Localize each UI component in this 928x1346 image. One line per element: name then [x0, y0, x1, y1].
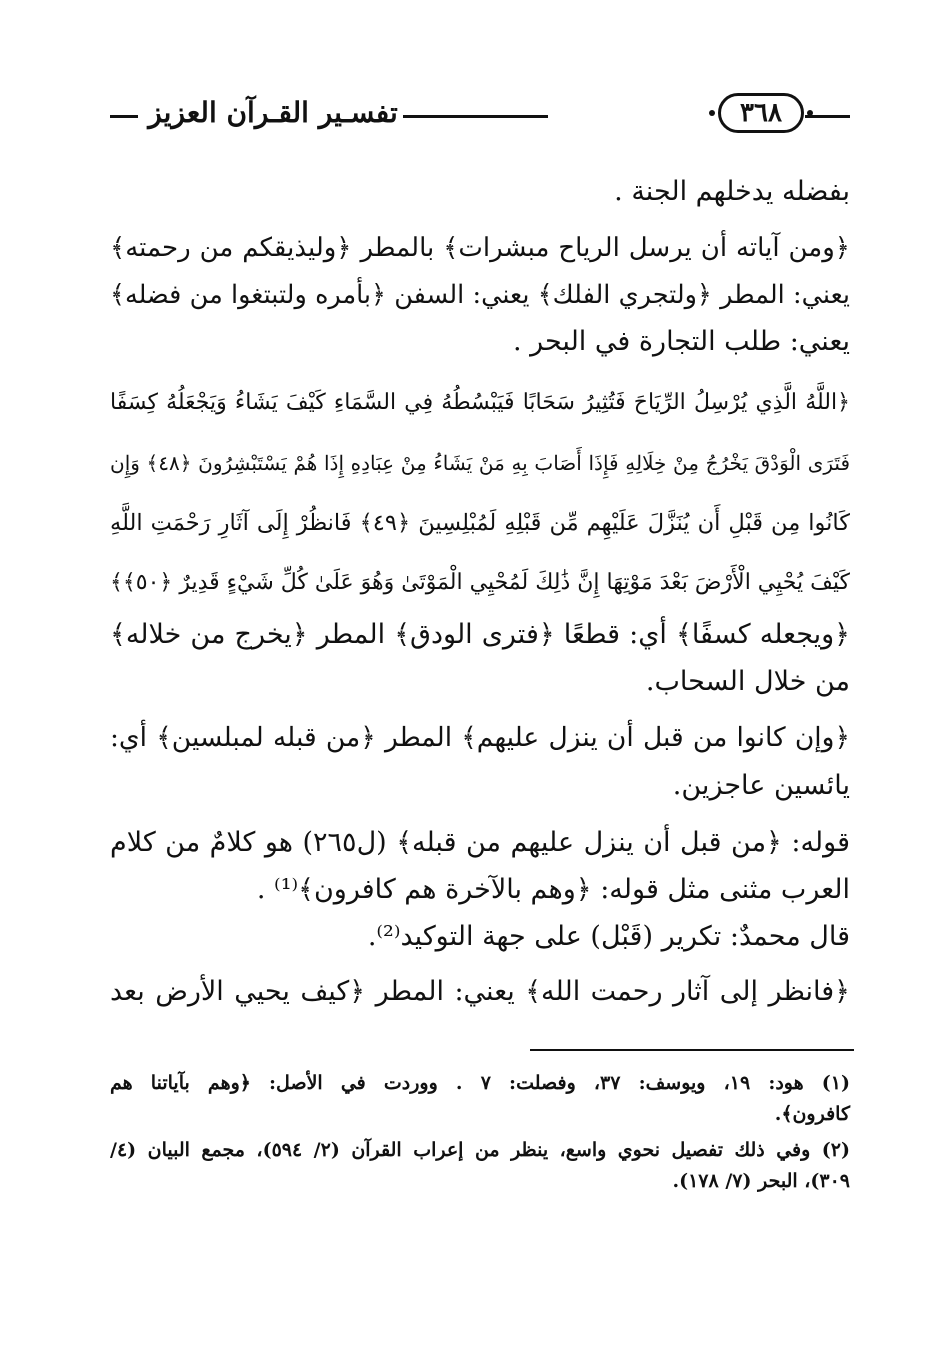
header-rule-middle [403, 115, 548, 118]
header-rule-right [805, 115, 850, 118]
page-header [110, 88, 850, 138]
body-line: قوله: ﴿من قبل أن ينزل عليهم من قبله﴾ (ل٢٦٥) هو كلامٌ من كلام [110, 827, 850, 858]
body-line: ﴿ومن آياته أن يرسل الرياح مبشرات﴾ بالمطر ﴿وليذيقكم من رحمته﴾ [110, 233, 850, 263]
body-line: قال محمدٌ: تكرير (قَبْل) على جهة التوكيد⁽²⁾. [367, 921, 850, 952]
running-title: تفسـير القـرآن العزيز [148, 96, 398, 129]
footnote-separator [530, 1049, 854, 1051]
body-line: ﴿ويجعله كسفًا﴾ أي: قطعًا ﴿فترى الودق﴾ المطر ﴿يخرج من خلاله﴾ [110, 619, 850, 650]
body-line: يعني: المطر ﴿ولتجري الفلك﴾ يعني: السفن ﴿بأمره ولتبتغوا من فضله﴾ [110, 280, 850, 310]
body-line: يعني: طلب التجارة في البحر . [512, 326, 850, 357]
quran-verse-line: فَتَرَى الْوَدْقَ يَخْرُجُ مِنْ خِلَالِهِ فَإِذَا أَصَابَ بِهِ مَنْ يَشَاءُ مِنْ عِبَادِهِ إِذَا هُمْ يَسْتَبْشِرُونَ ﴿٤٨﴾ وَإِن [110, 451, 851, 475]
body-line: بفضله يدخلهم الجنة . [614, 176, 850, 207]
body-line: من خلال السحاب. [645, 666, 850, 697]
footnote-line: (٢) وفي ذلك تفصيل نحوي واسع، ينظر من إعراب القرآن (٢/ ٥٩٤)، مجمع البيان (٤/ [110, 1139, 850, 1161]
body-line: يائسين عاجزين. [672, 770, 850, 801]
quran-verse-line: كَيْفَ يُحْيِي الْأَرْضَ بَعْدَ مَوْتِهَا إِنَّ ذَٰلِكَ لَمُحْيِي الْمَوْتَىٰ وَهُوَ عَلَىٰ كُلِّ شَيْءٍ قَدِيرٌ ﴿٥٠﴾﴾ [110, 570, 850, 595]
body-line: ﴿فانظر إلى آثار رحمت الله﴾ يعني: المطر ﴿كيف يحيي الأرض بعد [110, 976, 850, 1007]
quran-verse-line: ﴿اللَّهُ الَّذِي يُرْسِلُ الرِّيَاحَ فَتُثِيرُ سَحَابًا فَيَبْسُطُهُ فِي السَّمَاءِ كَيْفَ يَشَاءُ وَيَجْعَلُهُ كِسَفًا [110, 390, 850, 415]
footnote-line: كافرون﴾. [774, 1103, 850, 1125]
header-rule-left [110, 115, 138, 118]
body-line: العرب مثنى مثل قوله: ﴿وهم بالآخرة هم كافرون﴾⁽¹⁾ . [256, 874, 850, 905]
footnote-line: ٣٠٩)، البحر (٧/ ١٧٨). [672, 1170, 850, 1192]
footnote-line: (١) هود: ١٩، ويوسف: ٣٧، وفصلت: ٧ . ووردت في الأصل: ﴿وهم بآياتنا هم [110, 1072, 850, 1094]
body-line: ﴿وإن كانوا من قبل أن ينزل عليهم﴾ المطر ﴿من قبله لمبلسين﴾ أي: [110, 722, 850, 753]
page-number: ٣٦٨ [718, 93, 804, 133]
quran-verse-line: كَانُوا مِن قَبْلِ أَن يُنَزَّلَ عَلَيْهِم مِّن قَبْلِهِ لَمُبْلِسِينَ ﴿٤٩﴾ فَانظُرْ إِلَى آثَارِ رَحْمَتِ اللَّهِ [110, 510, 850, 536]
